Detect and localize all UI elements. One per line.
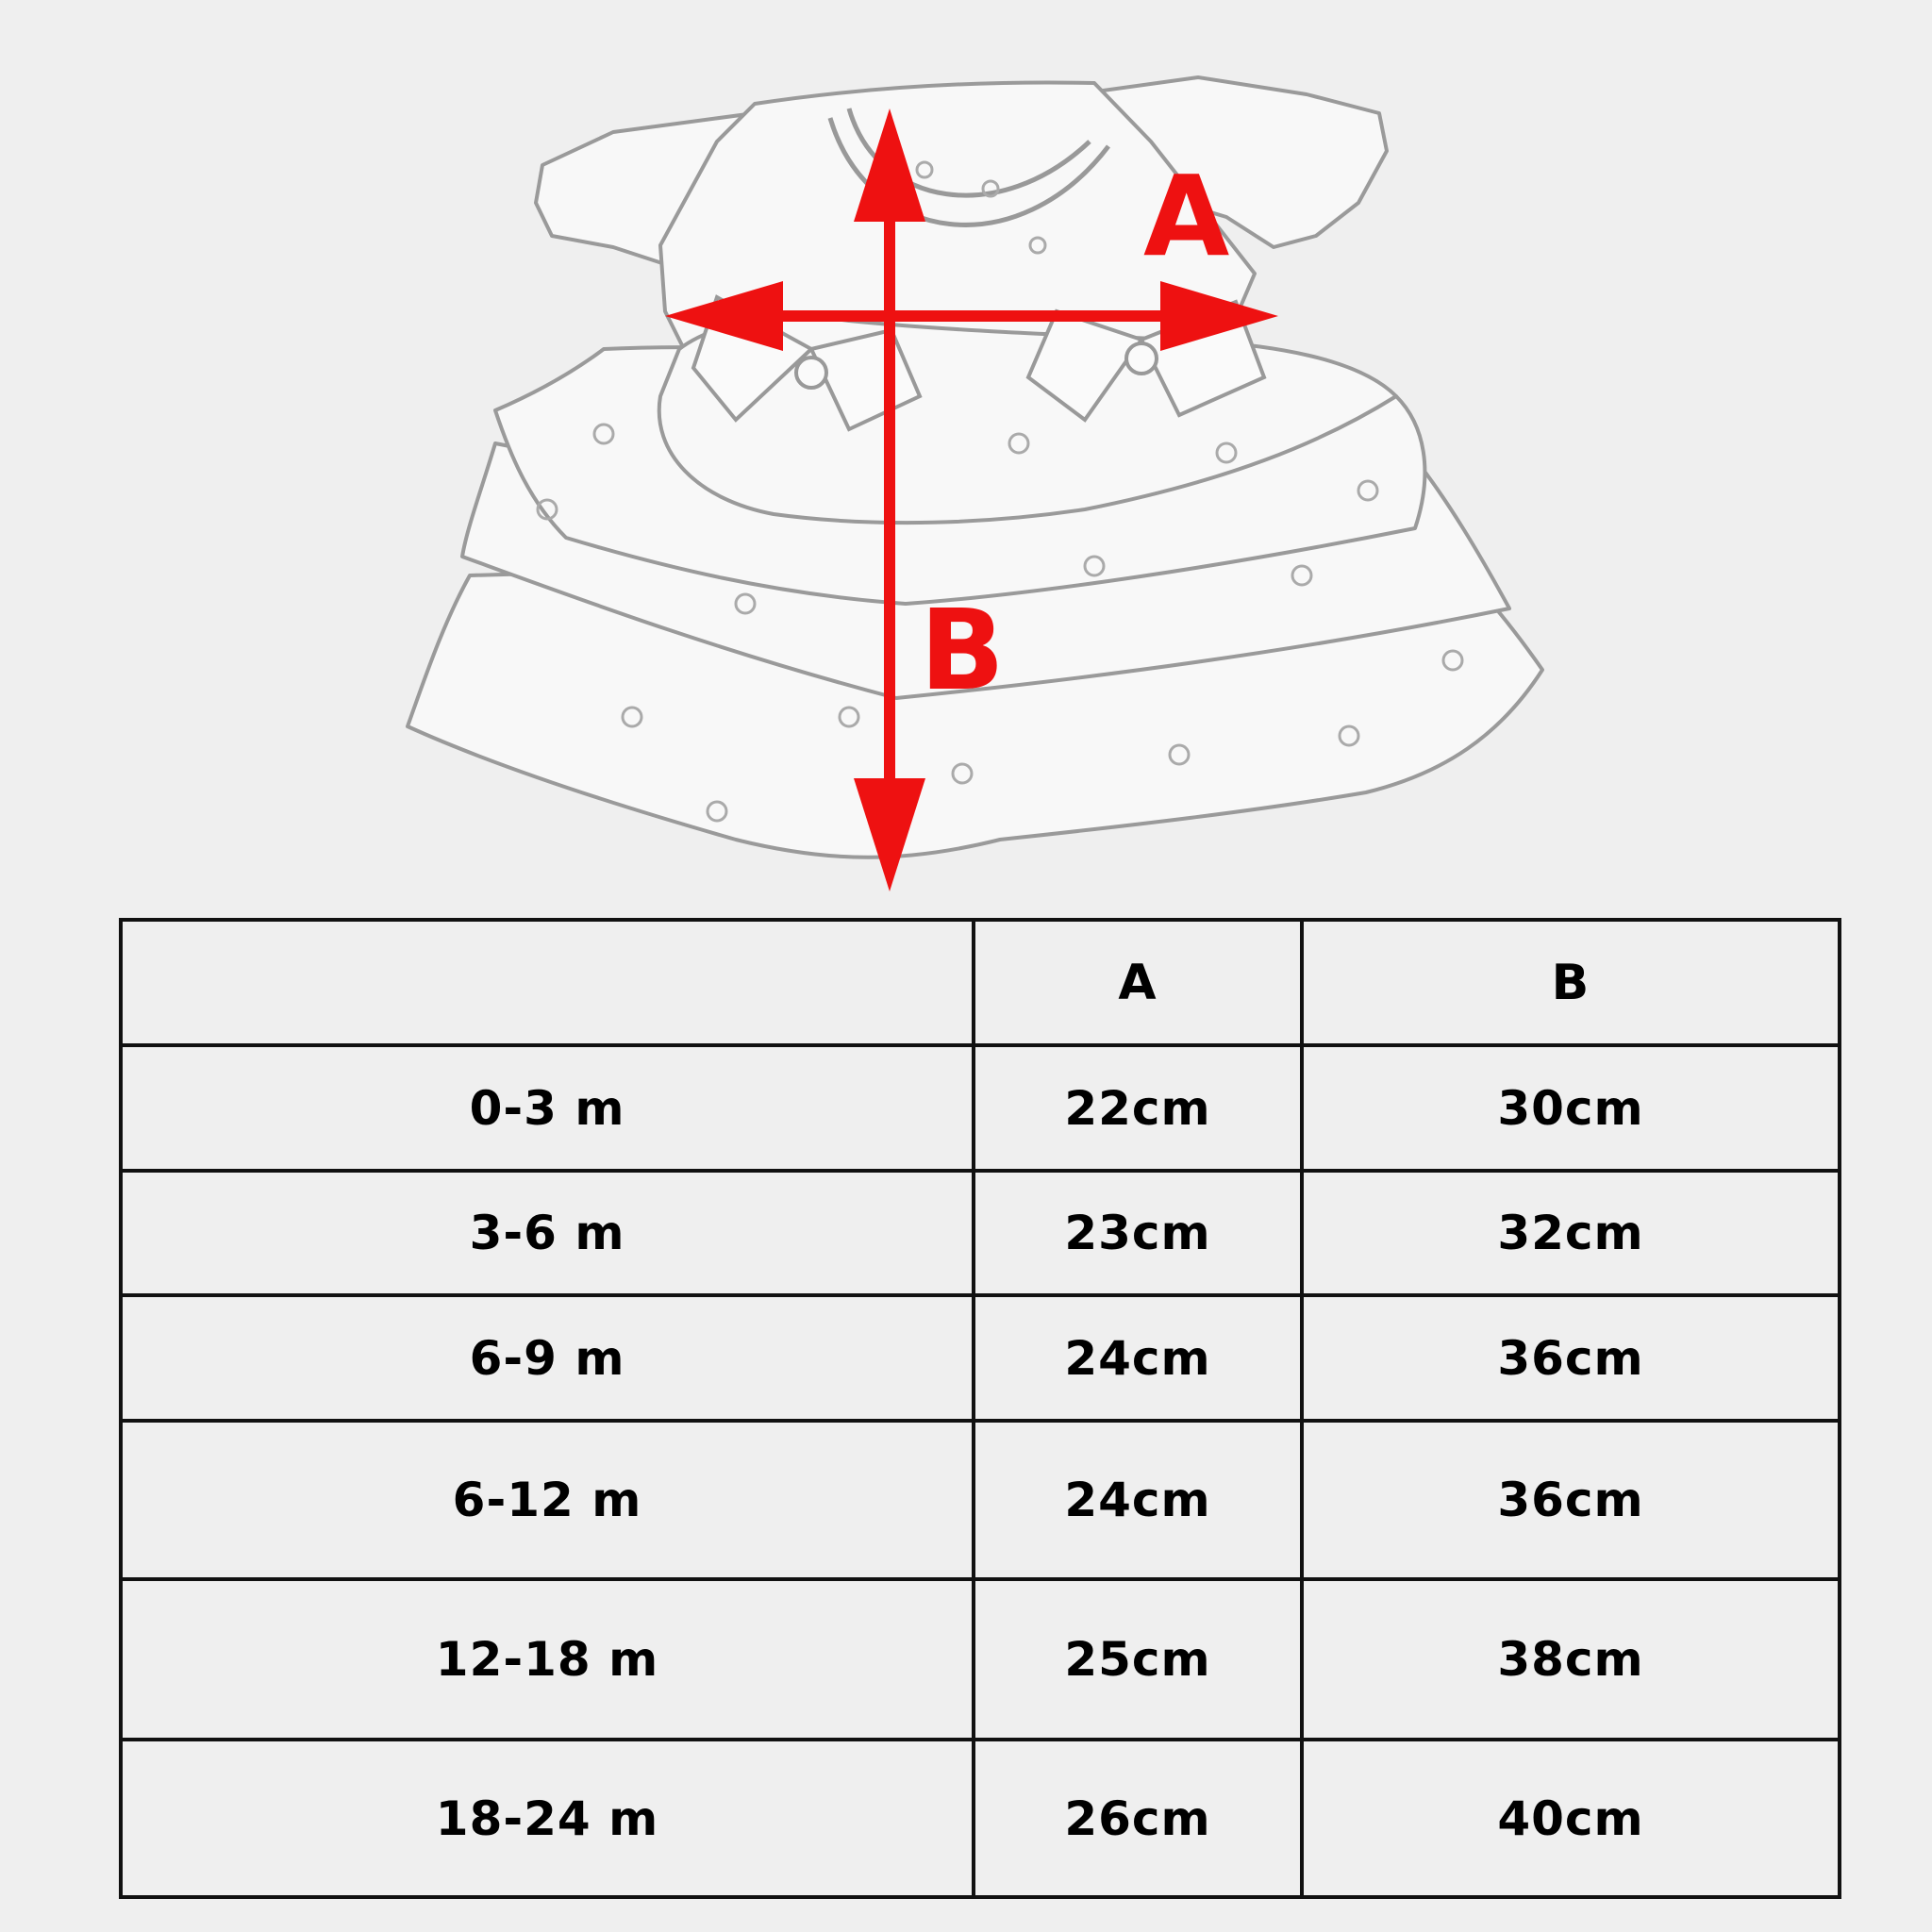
table-row [121, 1421, 1840, 1579]
size-cell: 0-3 m [121, 1045, 974, 1171]
size-chart-table [119, 918, 1841, 1899]
measure-b-cell: 36cm [1302, 1421, 1840, 1579]
label-b: B [920, 585, 1005, 715]
table-row [121, 1171, 1840, 1295]
size-cell: 6-12 m [121, 1421, 974, 1579]
measure-b-cell: 30cm [1302, 1045, 1840, 1171]
size-cell: 6-9 m [121, 1295, 974, 1421]
measure-b-cell: 32cm [1302, 1171, 1840, 1295]
measure-a-cell: 24cm [974, 1421, 1302, 1579]
measure-a-cell: 25cm [974, 1579, 1302, 1740]
measure-a-cell: 23cm [974, 1171, 1302, 1295]
header-size [121, 920, 974, 1045]
size-cell: 3-6 m [121, 1171, 974, 1295]
table-row [121, 1579, 1840, 1740]
label-a: A [1143, 151, 1230, 281]
table-header-row [121, 920, 1840, 1045]
measure-a-cell: 26cm [974, 1740, 1302, 1897]
measure-b-cell: 38cm [1302, 1579, 1840, 1740]
header-b: B [1302, 920, 1840, 1045]
table-row [121, 1740, 1840, 1897]
measure-a-cell: 24cm [974, 1295, 1302, 1421]
size-cell: 12-18 m [121, 1579, 974, 1740]
table-row [121, 1295, 1840, 1421]
measure-b-cell: 40cm [1302, 1740, 1840, 1897]
size-cell: 18-24 m [121, 1740, 974, 1897]
table-row [121, 1045, 1840, 1171]
dress-measurement-diagram [0, 0, 1932, 906]
header-a: A [974, 920, 1302, 1045]
measure-a-cell: 22cm [974, 1045, 1302, 1171]
measure-b-cell: 36cm [1302, 1295, 1840, 1421]
